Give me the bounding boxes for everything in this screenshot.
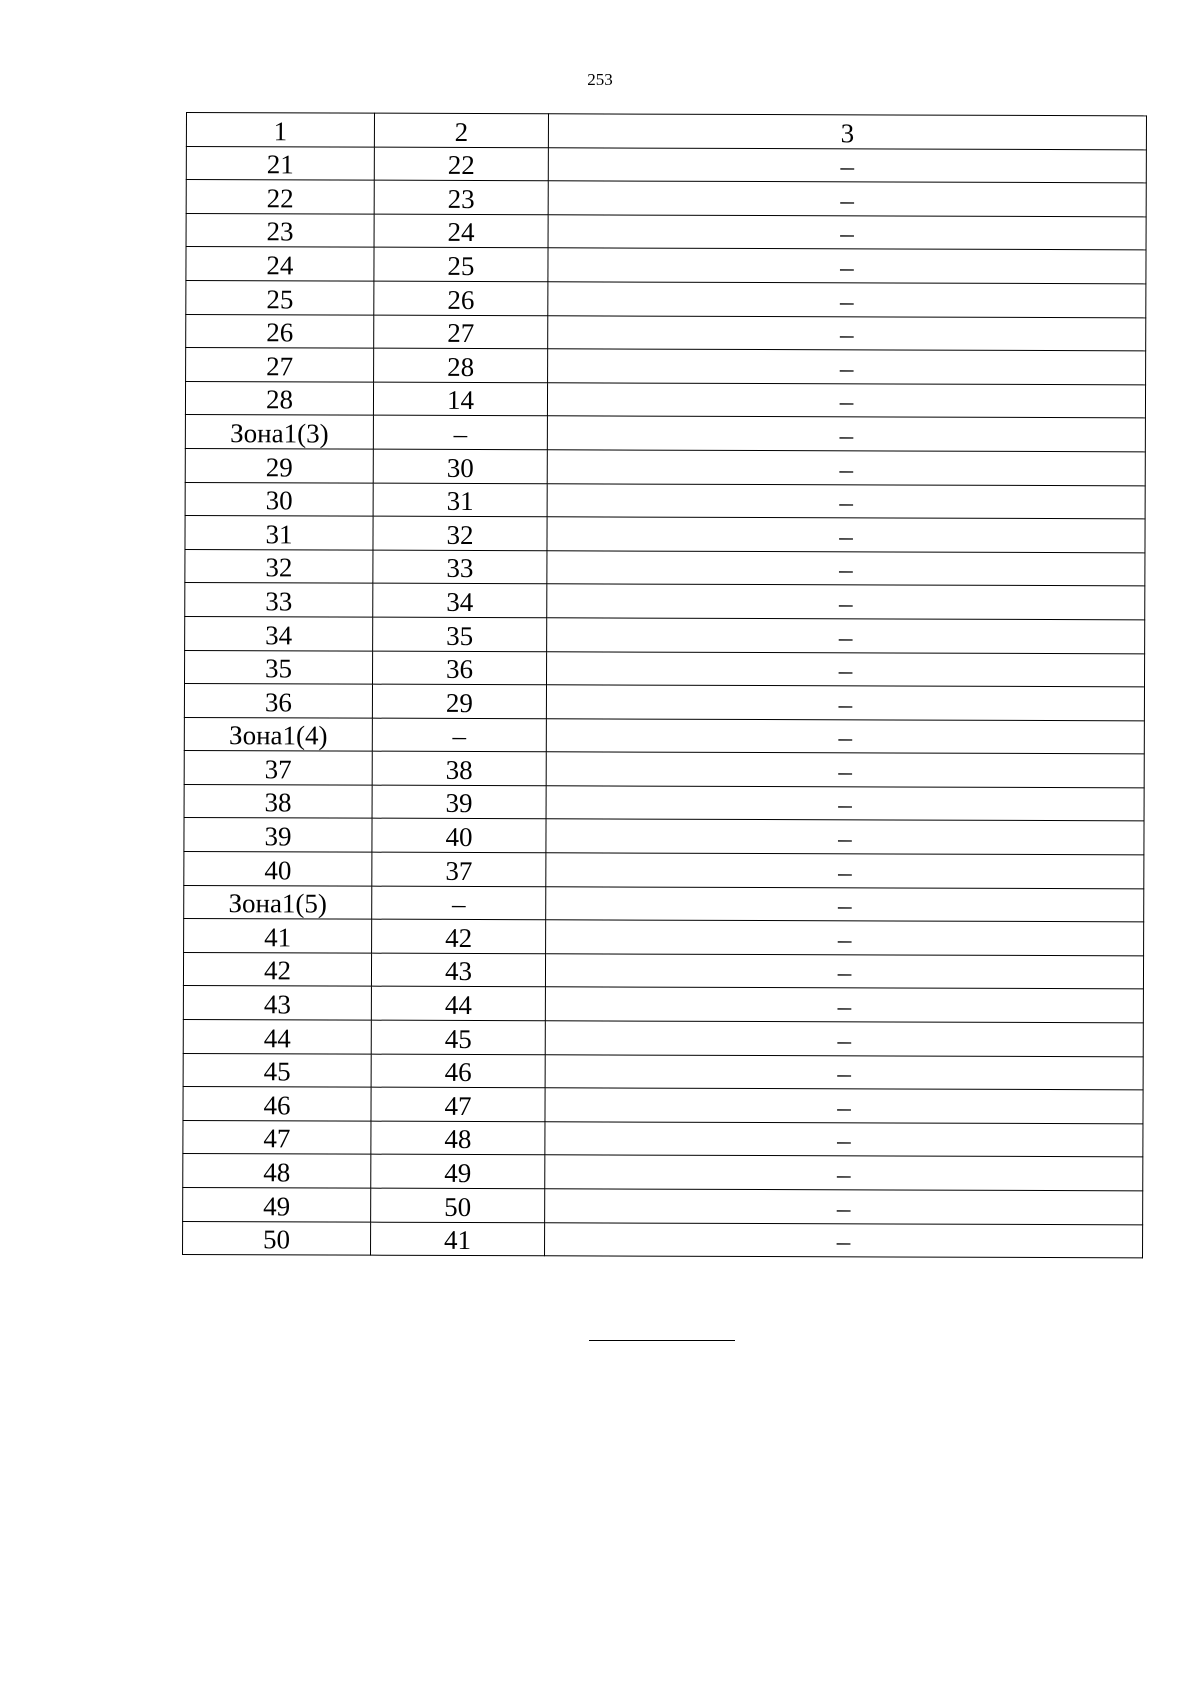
table-row	[183, 986, 1143, 1023]
table-row	[186, 314, 1146, 351]
table-cell-col2: 35	[373, 617, 547, 651]
table-row	[184, 684, 1144, 721]
header-cell-3: 3	[548, 114, 1146, 150]
table-cell-col3: –	[547, 584, 1145, 620]
table-cell-col3: –	[547, 651, 1145, 687]
table-cell-col2: 50	[371, 1188, 545, 1222]
table-cell-col2: 46	[371, 1054, 545, 1088]
table-row	[183, 1053, 1143, 1090]
table-cell-col2: –	[372, 886, 546, 920]
table-cell-col3: –	[545, 1021, 1143, 1057]
table-cell-col1: Зона1(3)	[185, 415, 373, 449]
table-cell-col1: 45	[183, 1053, 371, 1087]
table-cell-col3: –	[547, 550, 1145, 586]
table-cell-col2: 22	[374, 147, 548, 181]
table-cell-col1: 32	[185, 549, 373, 583]
table-cell-col3: –	[546, 786, 1144, 822]
table-row	[185, 415, 1145, 452]
table-row	[186, 180, 1146, 217]
table-cell-col1: 25	[186, 280, 374, 314]
table-cell-col1: 30	[185, 482, 373, 516]
table-cell-col3: –	[547, 383, 1145, 419]
table-cell-col1: Зона1(5)	[184, 885, 372, 919]
table-cell-col2: –	[373, 415, 547, 449]
table-row	[183, 1087, 1143, 1124]
table-cell-col2: 14	[373, 382, 547, 416]
table-cell-col2: 39	[372, 785, 546, 819]
table-cell-col3: –	[546, 685, 1144, 721]
table-row	[185, 616, 1145, 653]
table-cell-col3: –	[547, 483, 1145, 519]
table-cell-col1: Зона1(4)	[184, 717, 372, 751]
table-cell-col3: –	[546, 752, 1144, 788]
table-cell-col1: 36	[184, 684, 372, 718]
table-cell-col2: 43	[371, 953, 545, 987]
table-cell-col3: –	[547, 416, 1145, 452]
table-cell-col3: –	[548, 349, 1146, 385]
table-cell-col3: –	[548, 315, 1146, 351]
table-cell-col3: –	[545, 1088, 1143, 1124]
table-cell-col2: 45	[371, 1020, 545, 1054]
table-cell-col1: 33	[185, 583, 373, 617]
table-cell-col1: 37	[184, 751, 372, 785]
table-cell-col1: 27	[186, 348, 374, 382]
table-cell-col3: –	[546, 718, 1144, 754]
table-cell-col2: 36	[373, 651, 547, 685]
table-cell-col3: –	[545, 987, 1143, 1023]
header-cell-1: 1	[186, 113, 374, 147]
header-row	[186, 113, 1146, 150]
table-row	[183, 1120, 1143, 1157]
table-row	[184, 784, 1144, 821]
table-cell-col2: 42	[372, 919, 546, 953]
table-row	[185, 381, 1145, 418]
table-cell-col2: 30	[373, 449, 547, 483]
table-cell-col1: 24	[186, 247, 374, 281]
table-cell-col1: 29	[185, 448, 373, 482]
table-cell-col2: 25	[374, 248, 548, 282]
page-number: 253	[587, 70, 613, 89]
table-cell-col3: –	[547, 618, 1145, 654]
table-cell-col2: 34	[373, 583, 547, 617]
table-row	[186, 146, 1146, 183]
table-cell-col1: 41	[184, 919, 372, 953]
table-row	[183, 1221, 1143, 1258]
table-cell-col1: 44	[183, 1020, 371, 1054]
table-cell-col1: 49	[183, 1187, 371, 1221]
table-cell-col2: 24	[374, 214, 548, 248]
table-cell-col1: 31	[185, 516, 373, 550]
table-cell-col1: 43	[183, 986, 371, 1020]
end-rule	[589, 1340, 735, 1341]
table-cell-col1: 48	[183, 1154, 371, 1188]
table-row	[184, 885, 1144, 922]
table-cell-col3: –	[546, 920, 1144, 956]
table-cell-col2: 32	[373, 516, 547, 550]
data-table	[182, 112, 1147, 1259]
table-cell-col1: 46	[183, 1087, 371, 1121]
header-cell-2: 2	[374, 113, 548, 147]
table-cell-col3: –	[545, 1155, 1143, 1191]
table-cell-col1: 38	[184, 784, 372, 818]
table-cell-col1: 50	[183, 1221, 371, 1255]
table-row	[185, 549, 1145, 586]
table-cell-col2: 37	[372, 852, 546, 886]
table-row	[185, 650, 1145, 687]
table-row	[183, 1154, 1143, 1191]
table-row	[184, 852, 1144, 889]
table-cell-col1: 23	[186, 213, 374, 247]
table-cell-col1: 47	[183, 1120, 371, 1154]
table-cell-col2: 40	[372, 819, 546, 853]
table-cell-col2: 28	[374, 348, 548, 382]
table-cell-col1: 21	[186, 146, 374, 180]
table-cell-col2: 38	[372, 751, 546, 785]
table-header	[186, 113, 1146, 150]
table-cell-col1: 35	[185, 650, 373, 684]
table-cell-col3: –	[548, 215, 1146, 251]
table-cell-col3: –	[545, 1054, 1143, 1090]
table-row	[186, 348, 1146, 385]
table-cell-col3: –	[545, 954, 1143, 990]
table-cell-col1: 34	[185, 616, 373, 650]
table-row	[186, 280, 1146, 317]
table-cell-col3: –	[547, 517, 1145, 553]
table-cell-col3: –	[548, 181, 1146, 217]
table-cell-col2: –	[372, 718, 546, 752]
table-cell-col2: 29	[372, 684, 546, 718]
table-body	[183, 146, 1147, 1258]
table-cell-col3: –	[548, 147, 1146, 183]
table-cell-col2: 27	[374, 315, 548, 349]
table-cell-col3: –	[545, 1189, 1143, 1225]
table-row	[186, 213, 1146, 250]
table-cell-col1: 22	[186, 180, 374, 214]
table-cell-col2: 23	[374, 180, 548, 214]
table-cell-col1: 28	[185, 381, 373, 415]
table-cell-col3: –	[548, 248, 1146, 284]
table-row	[184, 818, 1144, 855]
table-cell-col2: 48	[371, 1121, 545, 1155]
table-cell-col2: 44	[371, 987, 545, 1021]
table-row	[184, 919, 1144, 956]
table-cell-col2: 33	[373, 550, 547, 584]
table-row	[183, 1187, 1143, 1224]
table-cell-col3: –	[546, 853, 1144, 889]
table-cell-col2: 26	[374, 281, 548, 315]
table-cell-col3: –	[545, 1222, 1143, 1258]
table-row	[183, 1020, 1143, 1057]
table-row	[185, 482, 1145, 519]
table-cell-col1: 40	[184, 852, 372, 886]
table-cell-col2: 31	[373, 483, 547, 517]
table-row	[186, 247, 1146, 284]
table-cell-col3: –	[545, 1122, 1143, 1158]
table-cell-col2: 47	[371, 1087, 545, 1121]
table-row	[184, 751, 1144, 788]
table-cell-col2: 41	[371, 1222, 545, 1256]
table-cell-col1: 39	[184, 818, 372, 852]
table-cell-col2: 49	[371, 1155, 545, 1189]
table-cell-col3: –	[548, 282, 1146, 318]
table-cell-col3: –	[546, 886, 1144, 922]
table-row	[185, 516, 1145, 553]
table-row	[185, 448, 1145, 485]
table-cell-col1: 26	[186, 314, 374, 348]
table-cell-col1: 42	[183, 952, 371, 986]
table-row	[183, 952, 1143, 989]
table-row	[184, 717, 1144, 754]
table-cell-col3: –	[546, 819, 1144, 855]
table-cell-col3: –	[547, 450, 1145, 486]
table-row	[185, 583, 1145, 620]
